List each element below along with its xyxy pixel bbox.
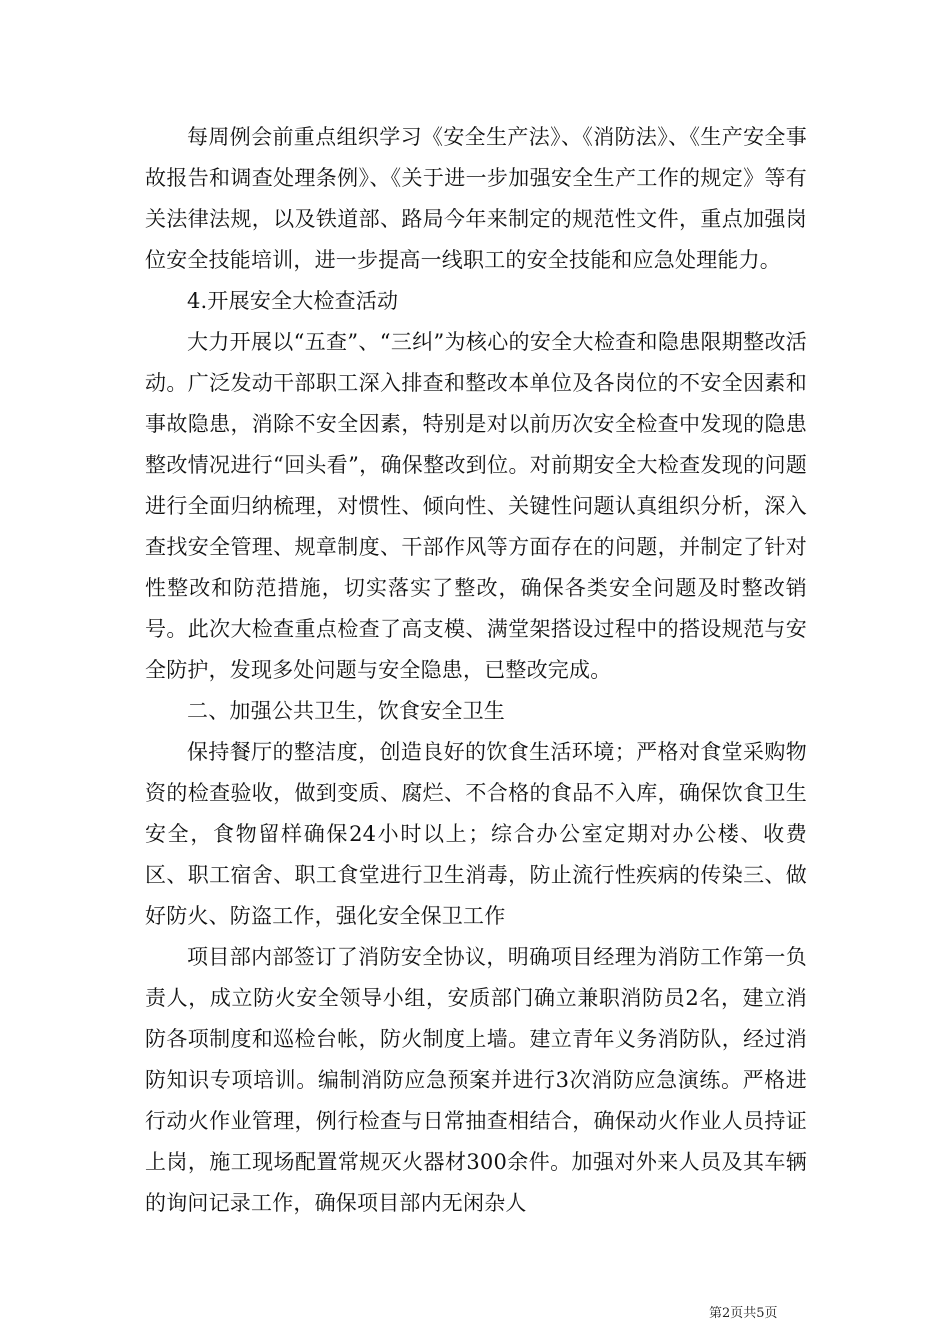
paragraph-study-regulations: 每周例会前重点组织学习《安全生产法》、《消防法》、《生产安全事故报告和调查处理条例》、《关于进一步加强安全生产工作的规定》等有关法律法规，以及铁道部、路局今年来制定的规范性文件，重点加强岗位安全技能培训，进一步提高一线职工的安全技能和应急处理能力。 <box>145 125 807 272</box>
section-heading-public-hygiene: 二、加强公共卫生，饮食安全卫生 <box>187 699 505 723</box>
paragraph-safety-inspection: 大力开展以“五查”、“三纠”为核心的安全大检查和隐患限期整改活动。广泛发动干部职工深入排查和整改本单位及各岗位的不安全因素和事故隐患，消除不安全因素，特别是对以前历次安全检查中发现的隐患整改情况进行“回头看”，确保整改到位。对前期安全大检查发现的问题进行全面归纳梳理，对惯性、倾向性、关键性问题认真组织分析，深入查找安全管理、规章制度、干部作风等方面存在的问题，并制定了针对性整改和防范措施，切实落实了整改，确保各类安全问题及时整改销号。此次大检查重点检查了高支模、满堂架搭设过程中的搭设规范与安全防护，发现多处问题与安全隐患，已整改完成。 <box>145 330 807 682</box>
paragraph-fire-safety: 项目部内部签订了消防安全协议，明确项目经理为消防工作第一负责人，成立防火安全领导小组，安质部门确立兼职消防员2名，建立消防各项制度和巡检台帐，防火制度上墙。建立青年义务消防队，经过消防知识专项培训。编制消防应急预案并进行3次消防应急演练。严格进行动火作业管理，例行检查与日常抽查相结合，确保动火作业人员持证上岗，施工现场配置常规灭火器材300余件。加强对外来人员及其车辆的询问记录工作，确保项目部内无闲杂人 <box>145 945 807 1215</box>
page-number-footer: 第2页共5页 <box>709 1306 778 1321</box>
paragraph-public-hygiene: 保持餐厅的整洁度，创造良好的饮食生活环境；严格对食堂采购物资的检查验收，做到变质、腐烂、不合格的食品不入库，确保饮食卫生安全，食物留样确保24小时以上；综合办公室定期对办公楼、收费区、职工宿舍、职工食堂进行卫生消毒，防止流行性疾病的传染三、做好防火、防盗工作，强化安全保卫工作 <box>145 740 807 928</box>
section-heading-safety-inspection: 4.开展安全大检查活动 <box>187 289 399 313</box>
document-body <box>145 117 807 1224</box>
